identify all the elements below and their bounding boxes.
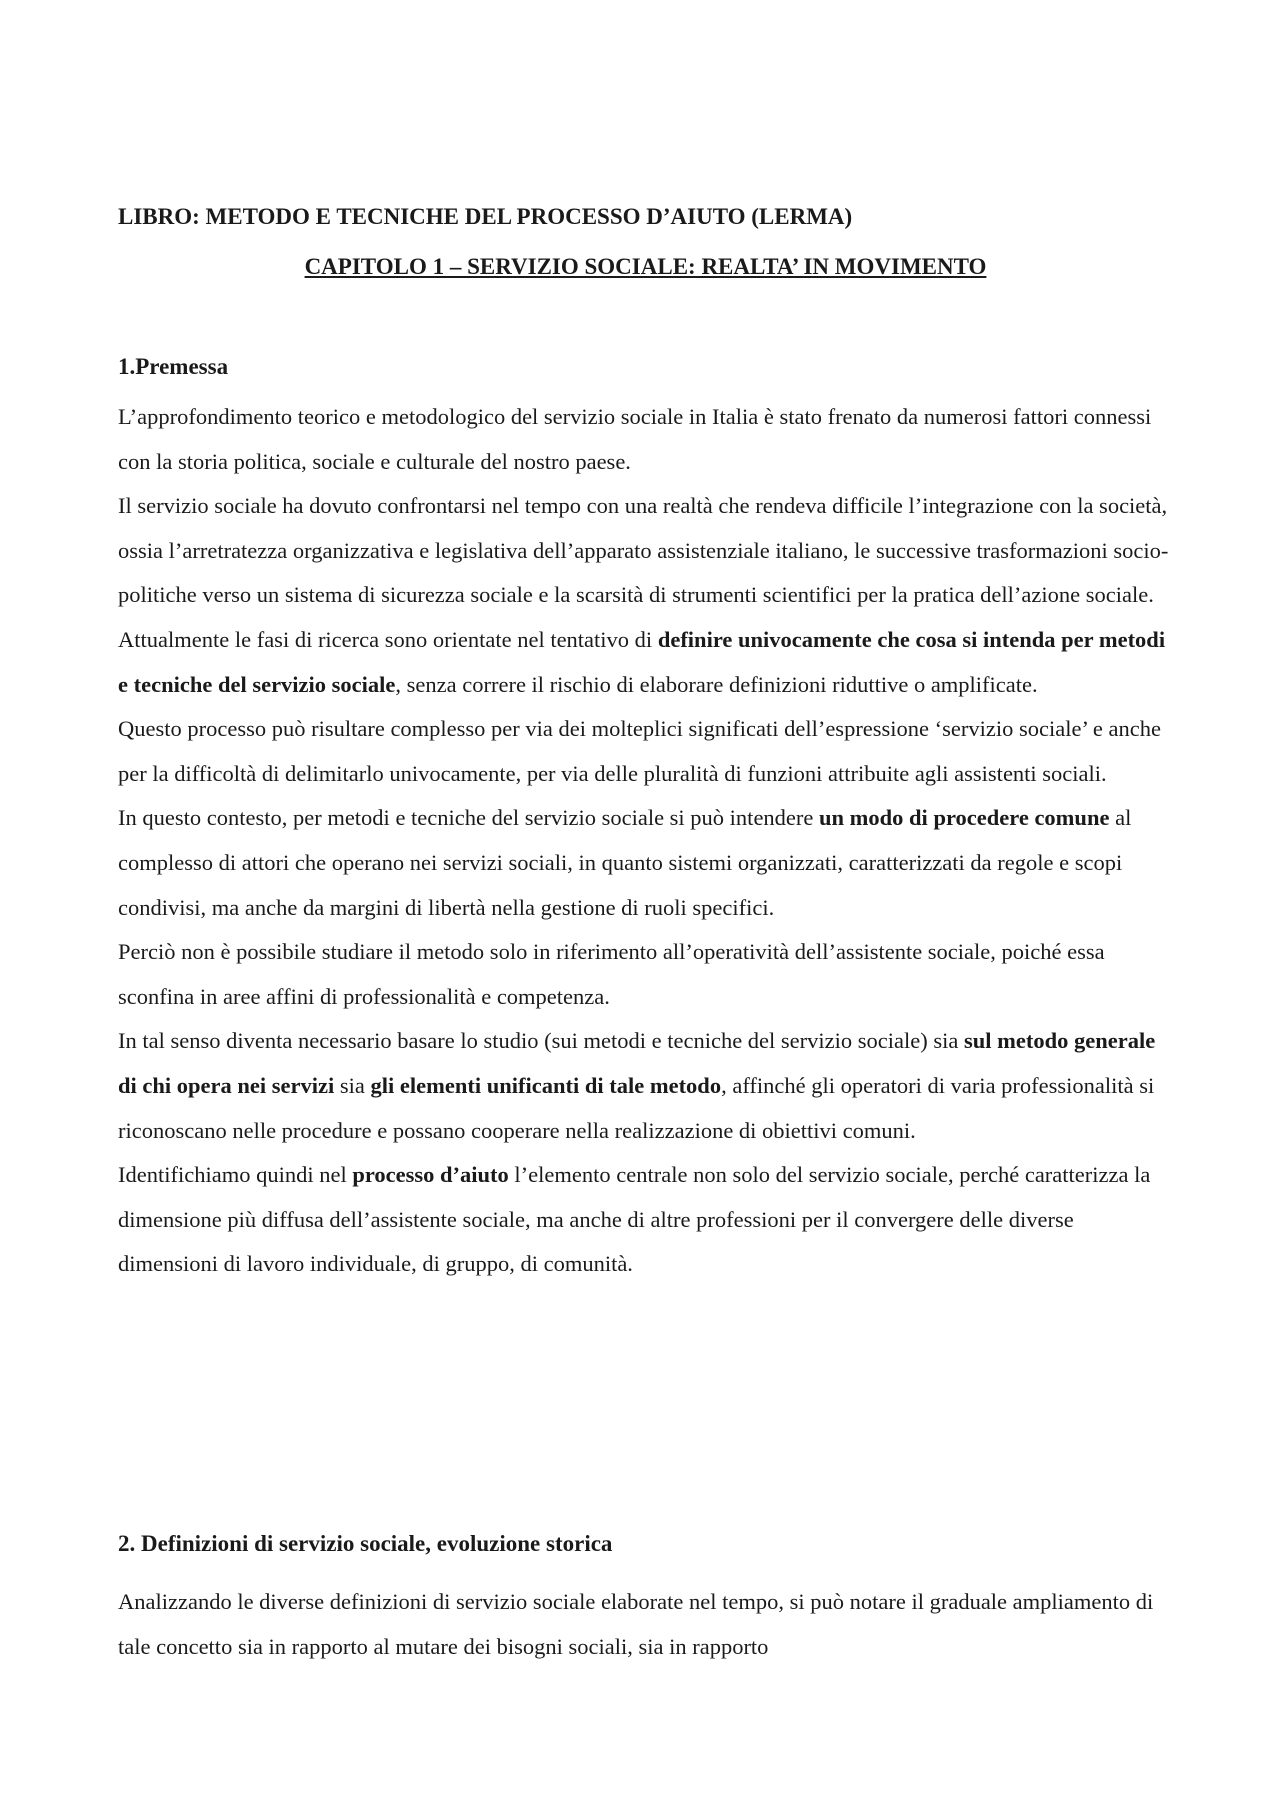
section-definizioni (118, 1522, 1173, 1566)
paragraph (118, 1153, 1173, 1287)
book-title: LIBRO: METODO E TECNICHE DEL PROCESSO D’AIUTO (LERMA) (118, 204, 853, 229)
paragraph: Questo processo può risultare complesso per via dei molteplici significati dell’espressione ‘servizio sociale’ e anche per la difficoltà di delimitarlo univocamente, per via delle pluralità di funzioni attribuite agli assistenti sociali. (118, 716, 1161, 786)
text-run: In tal senso diventa necessario basare lo studio (sui metodi e tecniche del servizio sociale) sia (118, 1028, 964, 1054)
section-definizioni-body (118, 1580, 1173, 1669)
paragraph: Perciò non è possibile studiare il metodo solo in riferimento all’operatività dell’assistente sociale, poiché essa sconfina in aree affini di professionalità e competenza. (118, 939, 1105, 1009)
paragraph: Il servizio sociale ha dovuto confrontarsi nel tempo con una realtà che rendeva difficile l’integrazione con la società, ossia l’arretratezza organizzativa e legislativa dell’apparato assistenziale italiano, le successive trasformazioni socio-politiche verso un sistema di sicurezza sociale e la scarsità di strumenti scientifici per la pratica dell’azione sociale. (118, 493, 1169, 608)
text-run: Attualmente le fasi di ricerca sono orientate nel tentativo di (118, 626, 658, 652)
paragraph: L’approfondimento teorico e metodologico del servizio sociale in Italia è stato frenato da numerosi fattori connessi con la storia politica, sociale e culturale del nostro paese. (118, 404, 1152, 474)
text-run: , affinché gli operatori di varia professionalità si riconoscano nelle procedure e possano cooperare nella realizzazione di obiettivi comuni. (118, 1072, 1155, 1143)
section-heading-premessa: 1.Premessa (118, 354, 229, 379)
text-run: al complesso di attori che operano nei servizi sociali, in quanto sistemi organizzati, caratterizzati da regole e scopi condivisi, ma anche da margini di libertà nella gestione di ruoli specifici. (118, 805, 1132, 920)
paragraph (118, 1019, 1173, 1153)
chapter-title: CAPITOLO 1 – SERVIZIO SOCIALE: REALTA’ IN MOVIMENTO (304, 254, 987, 279)
bold-text: definire univocamente che cosa si intenda per metodi e tecniche del servizio sociale (118, 626, 1166, 697)
bold-text: sul metodo generale di chi opera nei servizi (118, 1028, 1156, 1098)
text-run: , senza correre il rischio di elaborare definizioni riduttive o amplificate. (395, 671, 1038, 697)
section-premessa (118, 345, 1173, 389)
text-run: Identifichiamo quindi nel (118, 1162, 353, 1188)
section-heading-definizioni: 2. Definizioni di servizio sociale, evoluzione storica (118, 1531, 613, 1556)
bold-text: un modo di procedere comune (819, 805, 1110, 831)
text-run: sia (334, 1072, 371, 1098)
paragraph: Analizzando le diverse definizioni di servizio sociale elaborate nel tempo, si può notare il graduale ampliamento di tale concetto sia in rapporto al mutare dei bisogni sociali, sia in rapporto (118, 1589, 1154, 1659)
paragraph (118, 618, 1173, 707)
paragraph (118, 796, 1173, 930)
text-run: In questo contesto, per metodi e tecniche del servizio sociale si può intendere (118, 805, 820, 831)
bold-text: gli elementi unificanti di tale metodo (370, 1072, 722, 1098)
bold-text: processo d’aiuto (352, 1162, 509, 1188)
text-run: l’elemento centrale non solo del servizio sociale, perché caratterizza la dimensione più diffusa dell’assistente sociale, ma anche di altre professioni per il convergere delle diverse dimensioni di lavoro individuale, di gruppo, di comunità. (118, 1162, 1151, 1277)
section-premessa-body (118, 395, 1173, 1287)
